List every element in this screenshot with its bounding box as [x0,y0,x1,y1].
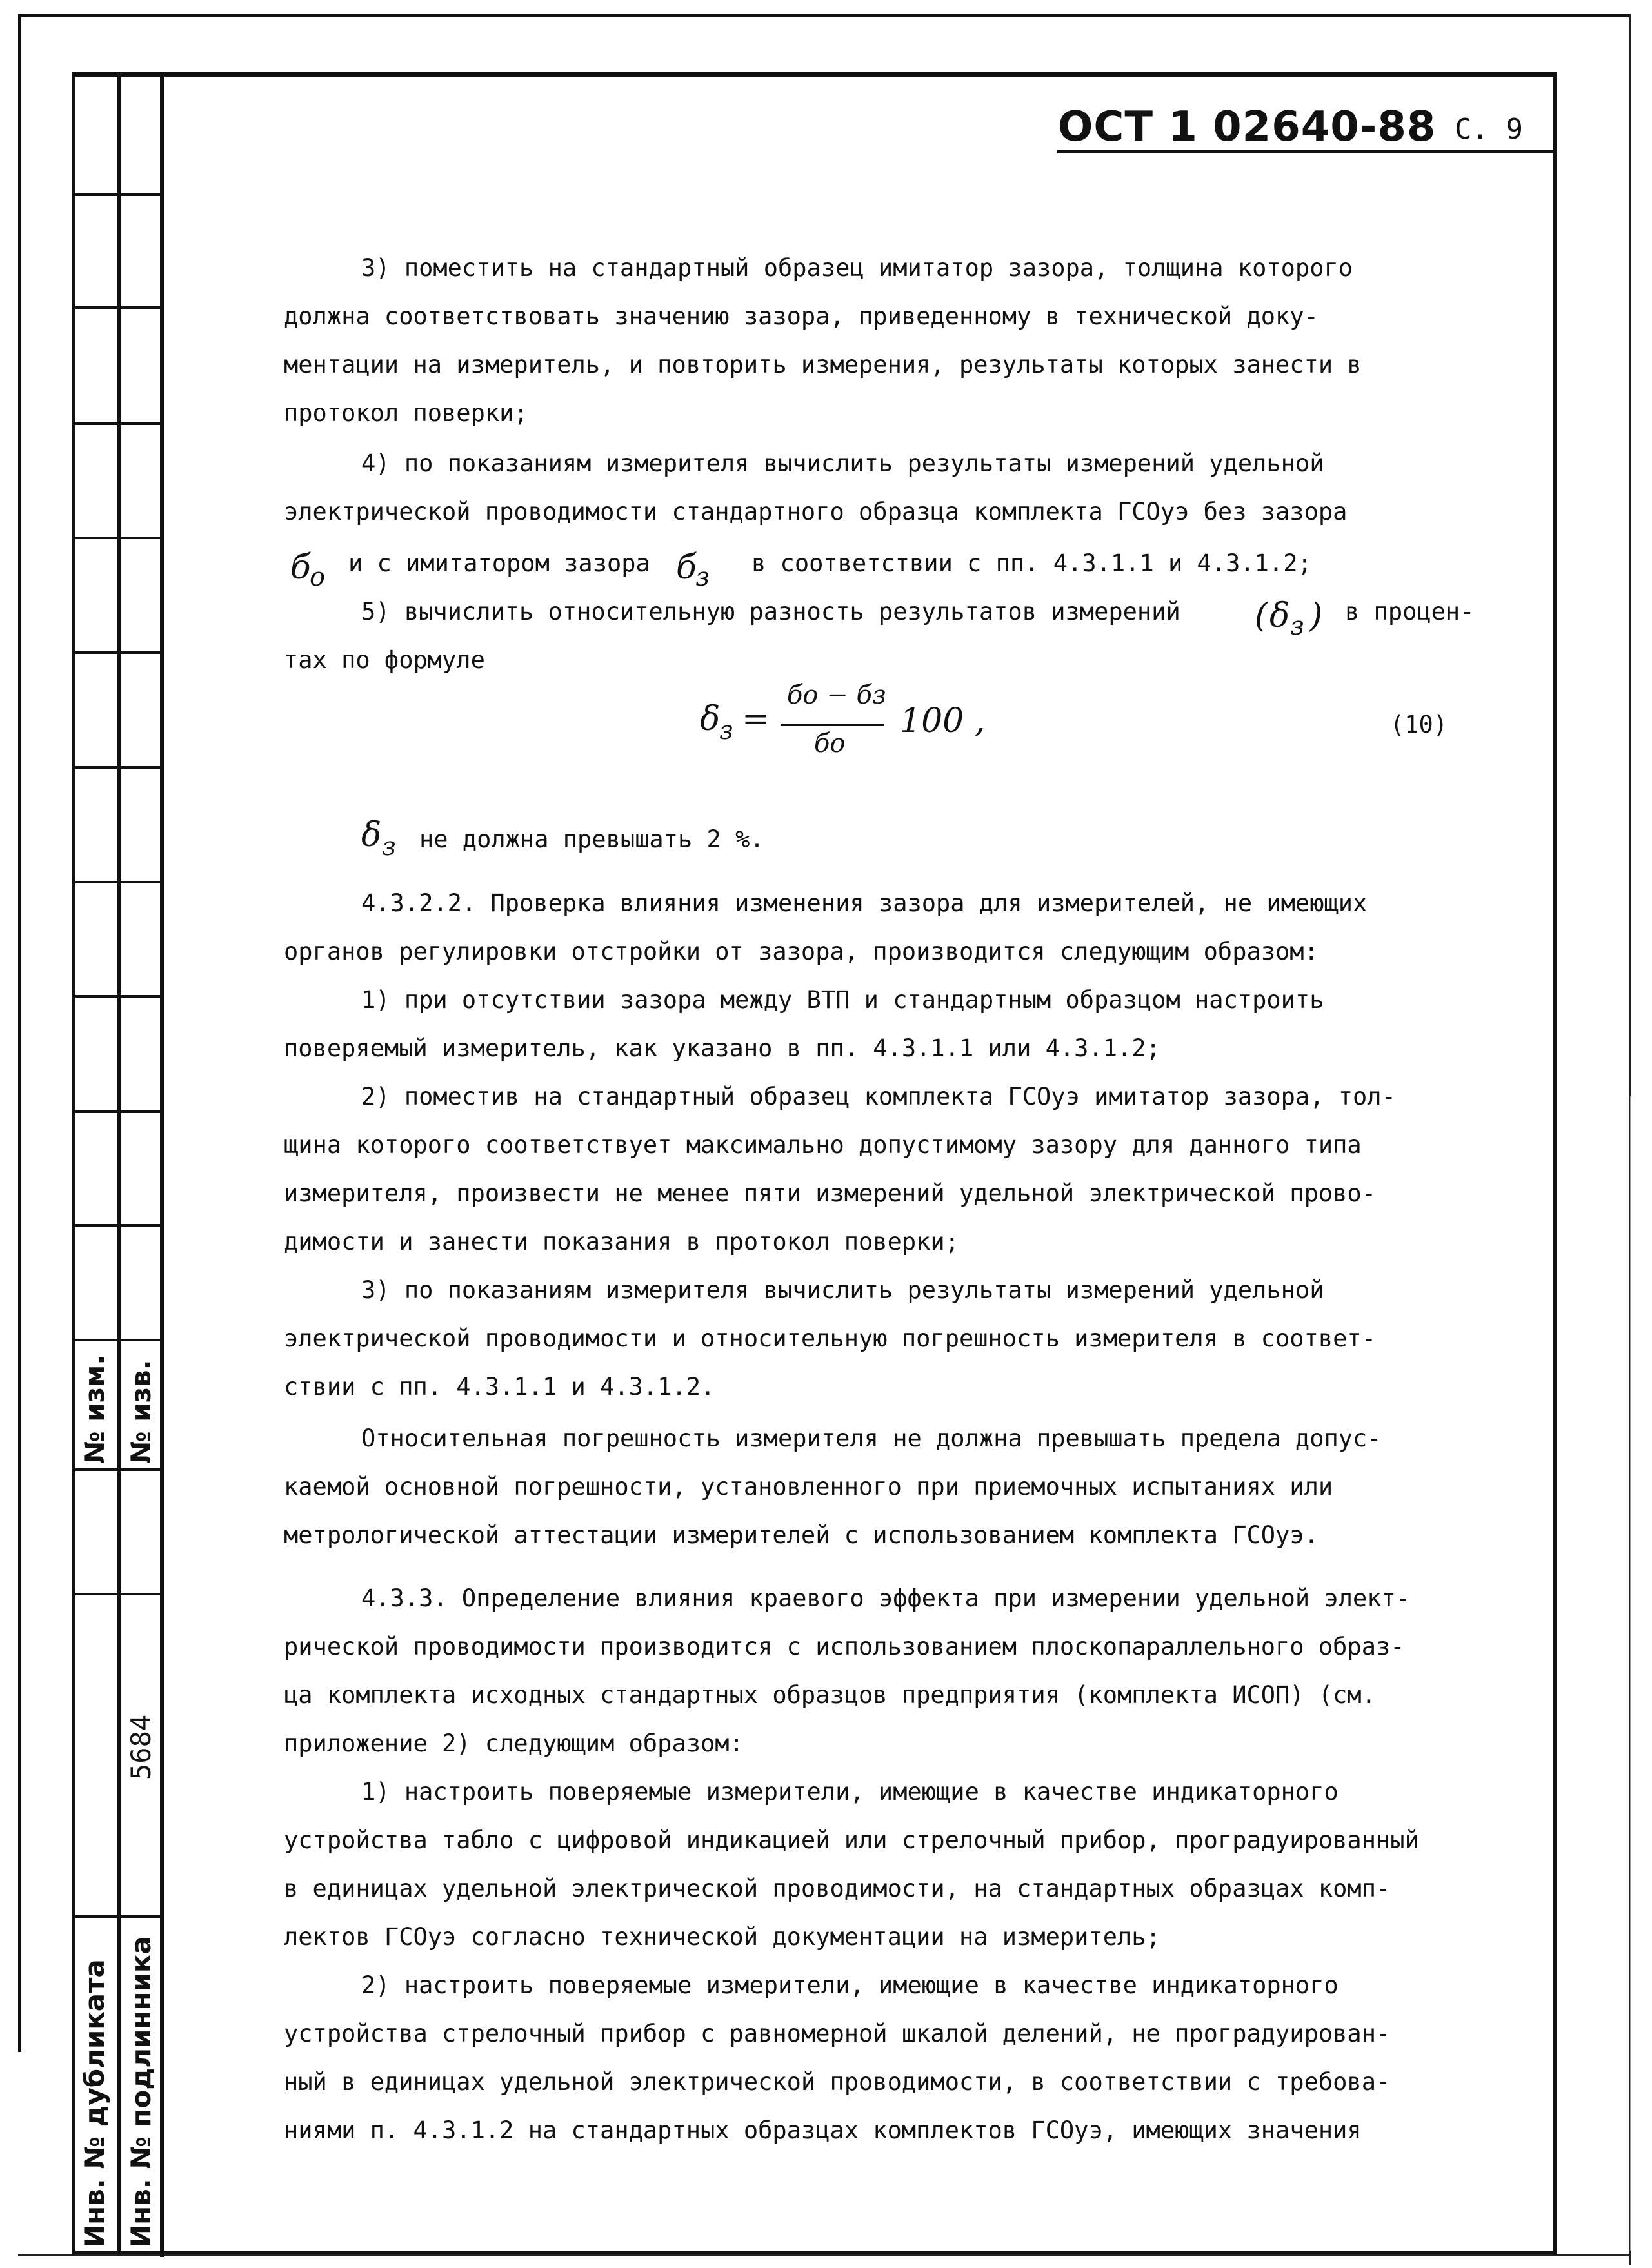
text-line: 3) поместить на стандартный образец имитатор зазора, толщина которого [361,254,1353,282]
text-line: ствии с пп. 4.3.1.1 и 4.3.1.2. [284,1373,715,1401]
text-line: электрической проводимости и относительную погрешность измерителя в соответ- [284,1325,1376,1352]
stamp-row-line [72,1110,163,1113]
text-line: Относительная погрешность измерителя не должна превышать предела допус- [361,1425,1382,1452]
paren-close: ) [1309,597,1323,635]
margin-rule [1630,1096,1631,2251]
text-line: в единицах удельной электрической проводимости, на стандартных образцах комп- [284,1875,1391,1902]
delta-subscript: з [1290,611,1304,641]
text-line: органов регулировки отстройки от зазора, производится следующим образом: [284,938,1319,965]
text-line: ный в единицах удельной электрической проводимости, в соответствии с требова- [284,2068,1391,2096]
delta-symbol: δ [1269,597,1290,635]
sigma3-symbol: б [676,548,697,587]
stamp-column-divider [117,72,121,2255]
text-line: 2) поместив на стандартный образец комплекта ГСОуэ имитатор зазора, тол- [361,1083,1396,1110]
text-line: в соответствии с пп. 4.3.1.1 и 4.3.1.2; [751,549,1312,577]
text-line: 4.3.3. Определение влияния краевого эффекта при измерении удельной элект- [361,1584,1411,1612]
text-line: димости и занести показания в протокол поверки; [284,1228,959,1256]
formula-delta: δ [700,700,721,738]
text-line: щина которого соответствует максимально допустимому зазору для данного типа [284,1131,1362,1159]
formula-multiplier: 100 , [900,702,986,740]
header-rule [1057,150,1555,153]
text-line: в процен- [1345,598,1475,626]
outer-frame-bottom [18,2254,1631,2256]
text-line: метрологической аттестации измерителей с использованием комплекта ГСОуэ. [284,1521,1319,1549]
text-line: должна соответствовать значению зазора, приведенному в технической доку- [284,302,1319,330]
text-line: устройства табло с цифровой индикацией или стрелочный прибор, проградуированный [284,1826,1419,1854]
inner-frame-right [1553,72,1557,2255]
text-line: ниями п. 4.3.1.2 на стандартных образцах комплектов ГСОуэ, имеющих значения [284,2116,1362,2144]
text-line: 3) по показаниям измерителя вычислить результаты измерений удельной [361,1276,1324,1304]
formula-numerator: бо − бз [787,680,886,710]
text-line: измерителя, произвести не менее пяти измерений удельной электрической прово- [284,1179,1376,1207]
text-line: протокол поверки; [284,399,528,427]
text-line: 4.3.2.2. Проверка влияния изменения зазора для измерителей, не имеющих [361,889,1368,917]
stamp-row-line [72,193,163,196]
formula-delta-subscript: з [719,716,733,745]
inner-frame-left [160,72,164,2257]
stamp-row-line [72,881,163,883]
sigma0-subscript: о [310,562,326,592]
text-line: 1) при отсутствии зазора между ВТП и стандартным образцом настроить [361,986,1324,1014]
formula-denominator: бо [814,729,846,758]
text-line: электрической проводимости стандартного образца комплекта ГСОуэ без зазора [284,498,1348,526]
text-line: поверяемый измеритель, как указано в пп. 4.3.1.1 или 4.3.1.2; [284,1034,1160,1062]
document-code: ОСТ 1 02640-88 [1058,103,1437,151]
stamp-row-line [72,1468,163,1471]
stamp-inv-dublikata: Инв. № дубликата [79,1959,110,2247]
text-line: тах по формуле [284,646,485,674]
outer-frame-left [18,14,21,2052]
stamp-row-line [72,995,163,998]
text-line: приложение 2) следующим образом: [284,1730,744,1757]
text-line: ментации на измеритель, и повторить измерения, результаты которых занести в [284,351,1362,379]
stamp-row-line [72,537,163,539]
text-line: 4) по показаниям измерителя вычислить результаты измерений удельной [361,449,1324,477]
sigma0-symbol: б [290,548,311,587]
stamp-row-line [72,306,163,309]
formula-number: (10) [1390,711,1448,738]
stamp-row-line [72,1593,163,1595]
delta-symbol: δ [361,816,382,854]
formula-equals: = [742,700,770,738]
text-line: лектов ГСОуэ согласно технической документации на измеритель; [284,1923,1160,1951]
text-line: не должна превышать 2 %. [419,825,764,853]
stamp-row-line [72,766,163,769]
stamp-row-line [72,1915,163,1918]
stamp-row-line [72,1224,163,1227]
text-line: ца комплекта исходных стандартных образцов предприятия (комплекта ИСОП) (см. [284,1681,1376,1709]
text-line: каемой основной погрешности, установленного при приемочных испытаниях или [284,1473,1333,1501]
fraction-bar [781,724,884,726]
stamp-inv-number: 5684 [125,1714,157,1780]
text-line: устройства стрелочный прибор с равномерной шкалой делений, не проградуирован- [284,2020,1391,2047]
inner-frame-bottom [72,2251,1557,2254]
stamp-inv-podlinnika: Инв. № подлинника [125,1936,157,2247]
stamp-column-border [72,72,75,2255]
stamp-izm-label: № изм. [79,1354,110,1464]
text-line: 2) настроить поверяемые измерители, имеющие в качестве индикаторного [361,1971,1339,1999]
sigma3-subscript: з [695,562,710,592]
page-number: С. 9 [1455,113,1523,146]
text-line: 1) настроить поверяемые измерители, имеющие в качестве индикаторного [361,1778,1339,1806]
text-line: рической проводимости производится с использованием плоскопараллельного образ- [284,1633,1405,1661]
delta-subscript: з [382,832,396,862]
paren-open: ( [1255,597,1268,635]
outer-frame-top [18,14,1631,17]
text-line: и с имитатором зазора [348,549,650,577]
inner-frame-top [72,72,1556,77]
stamp-izv-label: № изв. [125,1359,157,1464]
stamp-row-line [72,1339,163,1341]
stamp-row-line [72,651,163,654]
text-line: 5) вычислить относительную разность результатов измерений [361,598,1180,626]
stamp-row-line [72,422,163,425]
